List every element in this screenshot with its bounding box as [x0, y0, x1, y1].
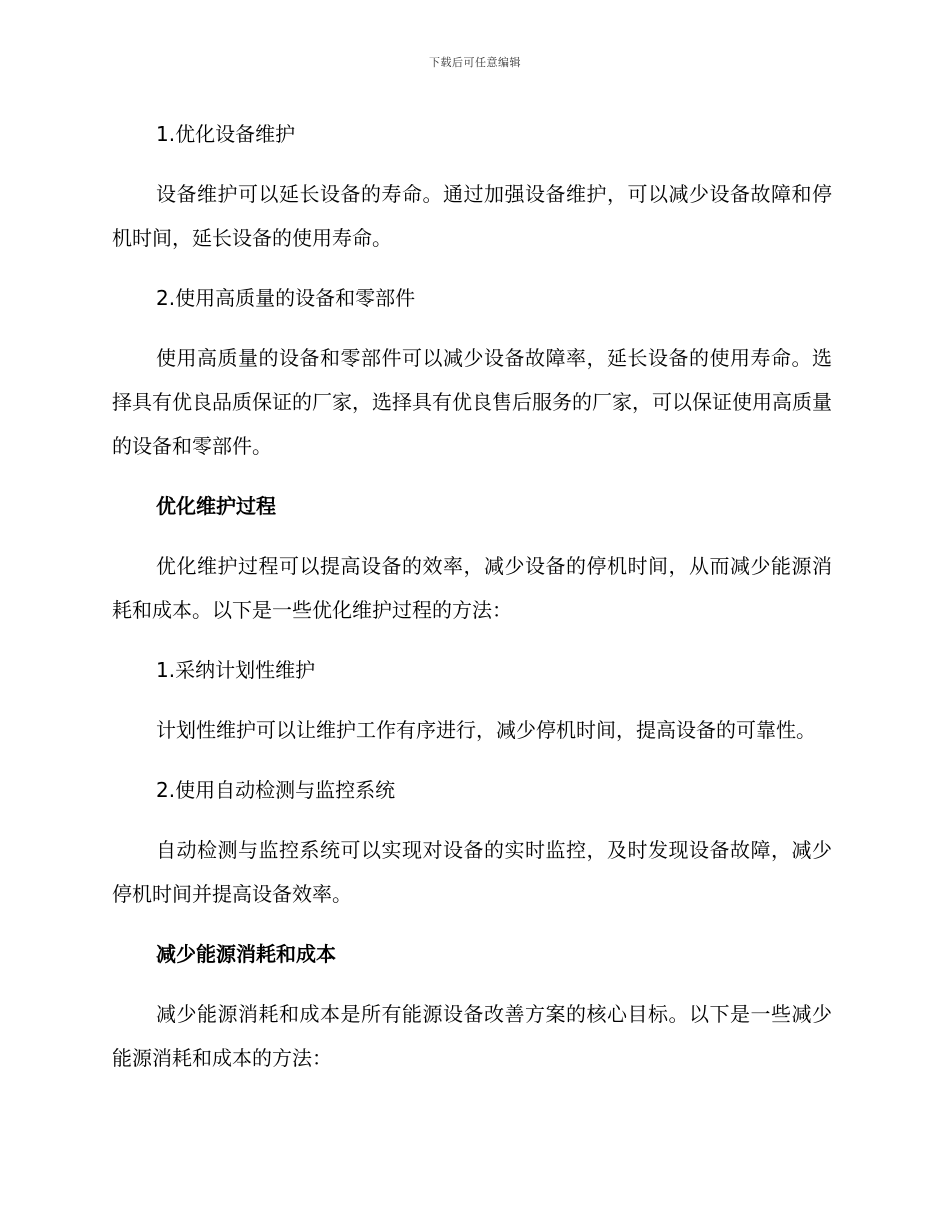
body-paragraph: 使用高质量的设备和零部件可以减少设备故障率，延长设备的使用寿命。选择具有优良品质保证的厂家，选择具有优良售后服务的厂家，可以保证使用高质量的设备和零部件。 [112, 346, 832, 458]
subitem-heading: 1.优化设备维护 [156, 122, 296, 146]
subitem-heading: 2.使用高质量的设备和零部件 [156, 286, 416, 310]
body-paragraph: 设备维护可以延长设备的寿命。通过加强设备维护，可以减少设备故障和停机时间，延长设备的使用寿命。 [112, 182, 832, 250]
body-paragraph: 减少能源消耗和成本是所有能源设备改善方案的核心目标。以下是一些减少能源消耗和成本的方法： [112, 1002, 832, 1070]
section-heading: 优化维护过程 [156, 494, 276, 518]
header-note: 下载后可任意编辑 [429, 56, 521, 69]
body-paragraph: 优化维护过程可以提高设备的效率，减少设备的停机时间，从而减少能源消耗和成本。以下是一些优化维护过程的方法： [112, 554, 832, 622]
document-body [112, 112, 832, 1080]
subitem-heading: 1.采纳计划性维护 [156, 658, 316, 682]
subitem-heading: 2.使用自动检测与监控系统 [156, 778, 396, 802]
body-paragraph: 计划性维护可以让维护工作有序进行，减少停机时间，提高设备的可靠性。 [156, 718, 816, 742]
body-paragraph: 自动检测与监控系统可以实现对设备的实时监控，及时发现设备故障，减少停机时间并提高设备效率。 [112, 838, 832, 906]
section-heading: 减少能源消耗和成本 [156, 942, 336, 966]
